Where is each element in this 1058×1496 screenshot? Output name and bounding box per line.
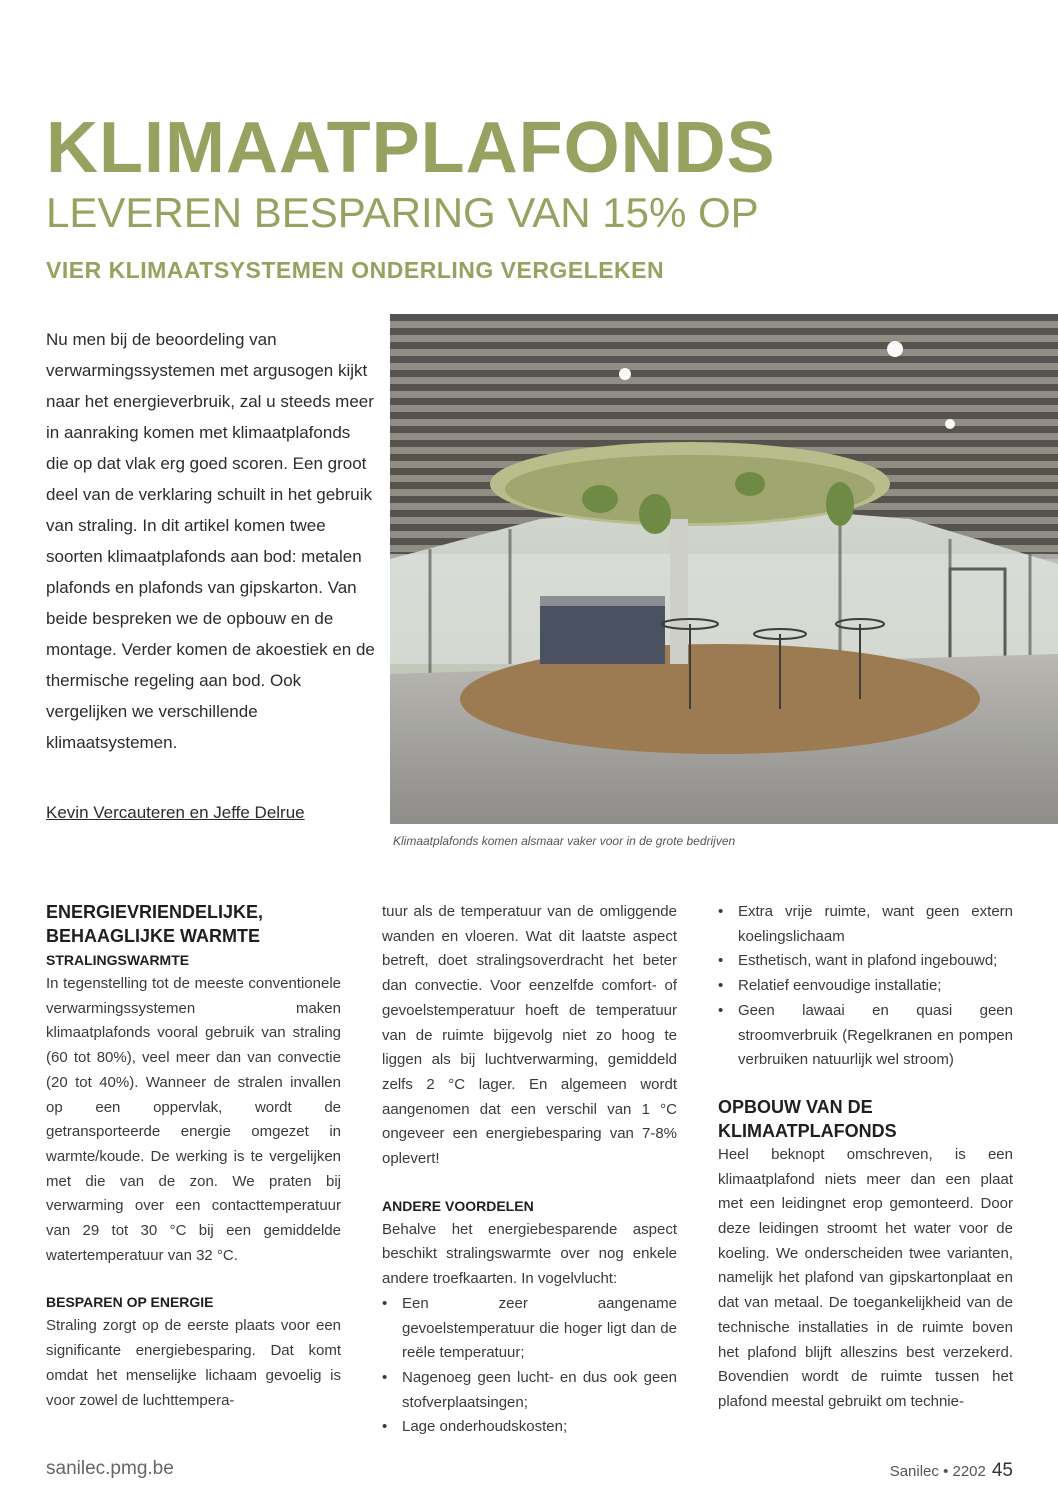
subheading: BESPAREN OP ENERGIE [46, 1294, 214, 1311]
article-subtitle: LEVEREN BESPARING VAN 15% OP [46, 189, 759, 236]
subheading: STRALINGSWARMTE [46, 952, 190, 968]
article-authors: Kevin Vercauteren en Jeffe Delrue [46, 803, 305, 822]
page-number: 45 [991, 1460, 1013, 1481]
paragraph: Heel beknopt omschreven, is een klimaatplafond niets meer dan een plaat met een leidingnet erop gemonteerd. Door deze leidingen stroomt het water voor de koeling. We onderscheiden twee varianten, namelijk het plafond van gipskartonplaat en dat van metaal. De toegankelijkheid van de technische installaties in de ruimte boven het plafond blijft alleszins best verzekerd. Bovendien wordt de ruimte tussen het plafond meestal gebruikt om technie- [718, 1145, 1013, 1410]
list-item: • Extra vrije ruimte, want geen extern koelingslichaam [718, 900, 1013, 949]
section-heading: OPBOUW VAN DE KLIMAATPLAFONDS [718, 1096, 897, 1141]
paragraph: Behalve het energiebesparende aspect beschikt stralingswarmte over nog enkele andere troefkaarten. In vogelvlucht: [382, 1220, 677, 1288]
paragraph: In tegenstelling tot de meeste conventionele verwarmingssystemen maken klimaatplafonds vooral gebruik van straling (60 tot 80%), veel meer dan van convectie (20 tot 40%). Wanneer de stralen invallen op een oppervlak, wordt de getransporteerde energie omgezet in warmte/koude. De werking is te vergelijken met die van de zon. We praten bij verwarming over een contacttemperatuur van 29 tot 30 °C bij een gemiddelde watertemperatuur van 32 °C. [46, 975, 341, 1264]
subheading: ANDERE VOORDELEN [382, 1197, 534, 1214]
list-item: • Nagenoeg geen lucht- en dus ook geen stofverplaatsingen; [382, 1366, 677, 1415]
article-column-2 [382, 900, 677, 1440]
list-item: • Esthetisch, want in plafond ingebouwd; [718, 949, 1013, 974]
footer-issue [890, 1460, 1013, 1482]
article-intro [46, 324, 376, 758]
footer-website: sanilec.pmg.be [46, 1458, 174, 1479]
benefits-list-continued [718, 900, 1013, 1073]
interior-photo [390, 314, 1058, 824]
photo-caption: Klimaatplafonds komen alsmaar vaker voor in de grote bedrijven [393, 834, 736, 848]
paragraph: Straling zorgt op de eerste plaats voor een significante energiebesparing. Dat komt omdat het menselijke lichaam gevoelig is voor zowel de luchttempera- [46, 1317, 341, 1409]
section-heading: ENERGIEVRIENDELIJKE, BEHAAGLIJKE WARMTE [46, 902, 264, 946]
issue-label: Sanilec • 2202 [889, 1463, 986, 1480]
benefits-list [382, 1292, 677, 1440]
article-column-1 [46, 900, 341, 1413]
list-item: • Lage onderhoudskosten; [382, 1415, 677, 1440]
list-item: • Relatief eenvoudige installatie; [718, 974, 1013, 999]
list-item: • Een zeer aangename gevoelstemperatuur die hoger ligt dan de reële temperatuur; [382, 1292, 677, 1366]
paragraph: tuur als de temperatuur van de omliggende wanden en vloeren. Wat dit laatste aspect betreft, doet stralingsoverdracht het beter dan convectie. Voor eenzelfde comfort- of gevoelstemperatuur hoeft de temperatuur van de ruimte bijgevolg niet zo hoog te liggen als bij luchtverwarming, gemiddeld zelfs 2 °C lager. En algemeen wordt aangenomen dat een verschil van 1 °C ongeveer een energiebesparing van 7-8% oplevert! [382, 903, 677, 1168]
article-column-3 [718, 900, 1013, 1415]
article-kicker: VIER KLIMAATSYSTEMEN ONDERLING VERGELEKEN [46, 257, 665, 283]
intro-text: Nu men bij de beoordeling van verwarmingssystemen met argusogen kijkt naar het energieverbruik, zal u steeds meer in aanraking komen met klimaatplafonds die op dat vlak erg goed scoren. Een groot deel van de verklaring schuilt in het gebruik van straling. In dit artikel komen twee soorten klimaatplafonds aan bod: metalen plafonds en plafonds van gipskarton. Van beide bespreken we de opbouw en de montage. Verder komen de akoestiek en de thermische regeling aan bod. Ook vergelijken we verschillende klimaatsystemen. [46, 330, 375, 752]
article-title: KLIMAATPLAFONDS [46, 108, 776, 188]
list-item: • Geen lawaai en quasi geen stroomverbruik (Regelkranen en pompen verbruiken natuurlijk wel stroom) [718, 999, 1013, 1073]
